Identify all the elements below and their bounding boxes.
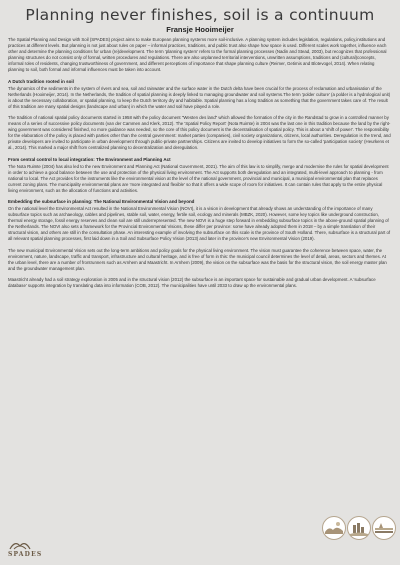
paragraph: The Nota Ruimte (2004) has also led to the new Environment and Planning Act (National Government, 2021). The aim of this law is to simplify, merge and modernise the rules for spatial development in order to achieve a good balance between the use and protection of the physical living environment. The Act supports both deregulation and an integrated, multi-level approach to planning - from national to local. The Act provides for the instruments like the environmental vision at the level of the national government, provincial and municipal, a municipal environmental plan that replaces current zoning plans. The municipality environmental plans are 'more integrated and flexible' so that it offers a wide scope of room for initiatives. It can contain rules that apply to the entire physical living environment, such as the allocation of functions and activities. bbox=[8, 163, 389, 193]
section-heading-environment-act: From central control to local integration: The Environment and Planning Act bbox=[8, 156, 171, 162]
paragraph: The tradition of national spatial policy documents started in 1958 with the policy document "Westen des land" which allowed the formation of the city in the Randstad to grow in a controlled manner by means of a series of successive policy documents (van der Cammen and Klerk, 2012). The 'Spatial Policy Report' (Nota Ruimte) in 2004 was the last one in this tradition because the land by the right-wing government was considered finished, no more guidance was needed, so the core of this policy document is the decentralisation of spatial policy. This is about a 'shift of power'. The responsibility for the elaboration of the policy is placed with parties other than the central government: market parties (companies), civil society organizations, citizens, local authorities. Deregulation is the trend, and private developers are invited to participate in urban development through public-private partnerships. Citizens are invited to develop initiatives to form the so-called 'participation society' (Heurkens et al., 2014). This marked a major shift from centralized planning to decentralization and deregulation. bbox=[8, 114, 391, 151]
paragraph: On the national level the Environmental Act resulted in the National Environmental Vision (NOVI), it is a vision in development that already shows an understanding of the importance of many subsurface topics such as archaeology, cables and pipelines, stable soil, water, energy, fertile soil, ecology and minerals (MBZK, 2020). However, some key topics like underground construction, thermal energy storage, fossil energy reserves and clean soil are still underrepresented. The new NOVI is a huge step forward in embedding subsurface topics in the above-ground spatial planning of the Netherlands. The NOVI also sets a framework for the Provincial Environmental Visions, these differ per province: some have already adopted them in 2018 – by a simple translation of their structural vision, and others are still in the consultation phase. An interesting example of involving the subsurface on this scale is the province of South Holland. There, subsurface is a structural part of all relevant spatial planning processes, first laid down in a Soil and Subsurface Policy Vision (2013) and later in the province's new Environmental Vision (2019). bbox=[8, 205, 391, 242]
coastal-city-icon bbox=[347, 516, 371, 540]
spades-logo-icon bbox=[9, 538, 31, 550]
spades-logo-text: SPADES bbox=[8, 551, 43, 558]
illustration-circles bbox=[322, 516, 396, 540]
section-heading-dutch-tradition: A Dutch tradition rooted in soil bbox=[8, 78, 74, 84]
article-body bbox=[8, 37, 392, 294]
page-title: Planning never finishes, soil is a continuum bbox=[25, 6, 375, 24]
landscape-hills-icon bbox=[322, 516, 346, 540]
paragraph: The new municipal Environmental Vision sets out the long-term ambitions and policy goals for the physical living environment. The vision must guarantee the coherence between space, water, the environment, nature, landscape, traffic and transport, infrastructure and cultural heritage, and is free of form in this: the municipal council determines the level of detail, areas, sectors and themes. At the urban level, there are a number of frontrunners such as Arnhem and Maastricht. In Arnhem (2009), the vision on the subsurface was the basis for the structural vision, the soil energy master plan and the groundwater management plan. bbox=[8, 247, 387, 271]
intro-paragraph: The Spatial Planning and Design with Soil (SPADES) project aims to make European planning systems more soil-inclusive. A planning system includes legislation, regulations, policy,institutions and practices at different levels. But planning is not just about rules on paper – informal practices, traditions, and public trust also shape how space is used. Different scales work together, influence each other and determine the planning conditions for urban (re)development. The term 'planning system' refers to the formal planning processes (Nadin and Stead, 2003), but recognizes that professional planning structures do not consist only of formal, written procedures and regulations. There are also unplanned territorial interventions, unwritten assumptions, traditions and (cultural)concepts, informal roles of residents, changing trustworthiness of government, and different perceptions of importance that shape planning culture (Reimer, Getimis and Blotevogel, 2014). When relating planning to soil, both formal and informal influences must be taken into account. bbox=[8, 37, 387, 73]
paragraph: Maastricht already had a soil strategy exploration in 2005 and in the structural vision (2012) the subsurface is an important space for sustainable and gradual urban development. A 'subsurface database' supports integration by translating data into information (COB, 2012). The municipalities have until 2033 to draw up the environmental plans. bbox=[8, 276, 376, 288]
author-name: Fransje Hooimeijer bbox=[166, 25, 234, 34]
soil-layers-icon bbox=[372, 516, 396, 540]
section-heading-subsurface: Embedding the subsurface in planning: The National Environmental Vision and beyond bbox=[8, 198, 195, 204]
paragraph: The dynamics of the sediments in the system of rivers and sea, soil and rainwater and the surface water in the Dutch delta have been crucial for the process of reclamation and urbanisation of the Netherlands (Hooimeijer, 2014). In the Netherlands, the tradition of spatial planning is deeply linked to managing groundwater and soil systems.The term 'polder culture' (a polder is a hydrological unit) is about the necessary collaboration, or spatial planning, to keep the Dutch territory dry and habitable. Spatial planning has a long tradition as something that the government takes care of. The result of this tradition are many spatial designs (landscape and urban) in which the water and soil have played a role. bbox=[8, 85, 391, 109]
